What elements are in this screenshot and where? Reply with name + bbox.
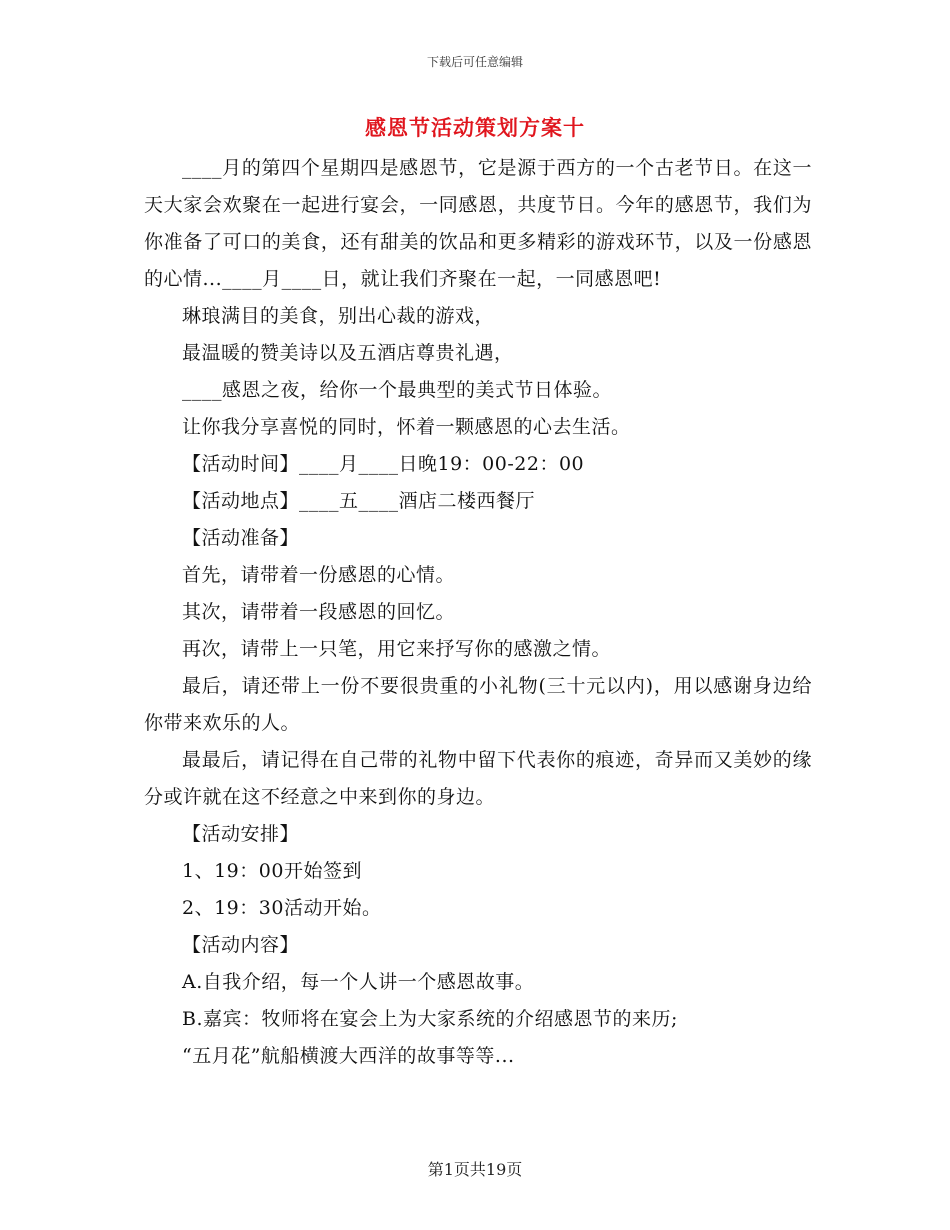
section-heading-schedule: 【活动安排】	[182, 823, 300, 845]
gift-paragraph: 最后，请还带上一份不要很贵重的小礼物(三十元以内)，用以感谢身边给你带来欢乐的人。	[144, 675, 812, 734]
content-item: “五月花”航船横渡大西洋的故事等等...	[182, 1045, 515, 1067]
text-line: 让你我分享喜悦的同时，怀着一颗感恩的心去生活。	[182, 416, 631, 438]
event-time: 【活动时间】____月____日晚19：00-22：00	[182, 453, 585, 475]
text-line: ____感恩之夜，给你一个最典型的美式节日体验。	[182, 379, 613, 401]
last-paragraph: 最最后，请记得在自己带的礼物中留下代表你的痕迹，奇异而又美妙的缘分或许就在这不经意之中来到你的身边。	[144, 749, 812, 808]
content-item: A.自我介绍，每一个人讲一个感恩故事。	[182, 971, 535, 993]
text-line: 琳琅满目的美食，别出心裁的游戏，	[182, 305, 495, 327]
content-item: B.嘉宾：牧师将在宴会上为大家系统的介绍感恩节的来历;	[182, 1008, 678, 1030]
event-location: 【活动地点】____五____酒店二楼西餐厅	[182, 490, 536, 512]
schedule-item: 2、19：30活动开始。	[182, 897, 382, 919]
text-line: 最温暖的赞美诗以及五酒店尊贵礼遇，	[182, 342, 514, 364]
section-heading-preparation: 【活动准备】	[182, 527, 300, 549]
text-line: 其次，请带着一段感恩的回忆。	[182, 601, 456, 623]
section-heading-content: 【活动内容】	[182, 934, 300, 956]
text-line: 再次，请带上一只笔，用它来抒写你的感激之情。	[182, 638, 612, 660]
document-body	[144, 150, 812, 1075]
text-line: 首先，请带着一份感恩的心情。	[182, 564, 456, 586]
intro-paragraph: ____月的第四个星期四是感恩节，它是源于西方的一个古老节日。在这一天大家会欢聚在一起进行宴会，一同感恩，共度节日。今年的感恩节，我们为你准备了可口的美食，还有甜美的饮品和更多精彩的游戏环节，以及一份感恩的心情...____月____日，就让我们齐聚在一起，一同感恩吧!	[144, 157, 812, 290]
document-title: 感恩节活动策划方案十	[365, 115, 585, 140]
header-note: 下载后可任意编辑	[426, 55, 523, 69]
schedule-item: 1、19：00开始签到	[182, 860, 362, 882]
page-footer: 第1页共19页	[427, 1160, 523, 1179]
